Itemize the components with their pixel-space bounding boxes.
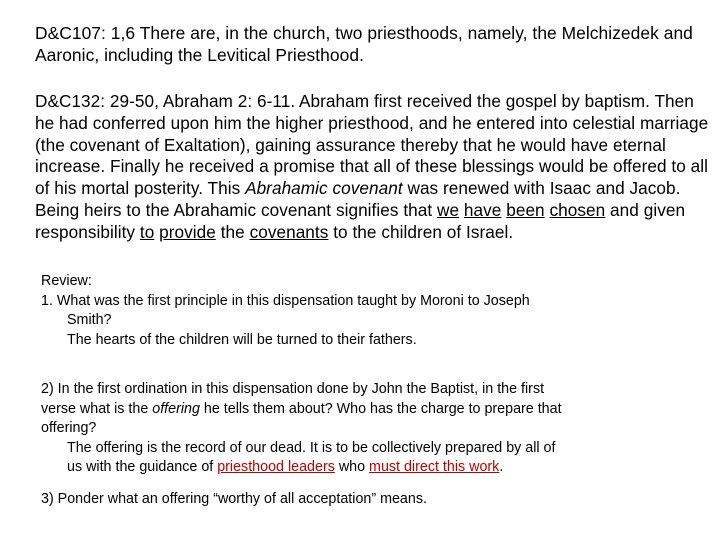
abrahamic-covenant-term: Abrahamic covenant — [245, 178, 403, 199]
underlined-word: covenants — [249, 221, 329, 242]
text-span: he tells them about? Who has the charge to prepare that — [199, 400, 562, 417]
question-2-line-3: offering? — [41, 420, 97, 436]
question-2-block — [41, 380, 706, 478]
text-span: to the children of Israel. — [328, 221, 514, 242]
underlined-word: to — [139, 221, 155, 242]
red-emphasis-direct-work: must direct this work — [369, 459, 500, 475]
question-1-line-1: 1. What was the first principle in this dispensation taught by Moroni to Joseph — [41, 292, 530, 309]
question-2-line-2 — [41, 400, 706, 420]
underlined-word: chosen — [549, 199, 606, 220]
text-span: and given responsibility — [35, 199, 686, 242]
question-3: 3) Ponder what an offering “worthy of all acceptation” means. — [41, 491, 427, 507]
text-span: the — [215, 221, 250, 242]
question-2-line-1: 2) In the first ordination in this dispensation done by John the Baptist, in the first — [41, 381, 545, 397]
text-span: verse what is the — [41, 400, 153, 417]
text-span: D&C132: 29-50, Abraham 2: 6-11. Abraham first received the gospel by baptism. Then he had conferred upon him the higher priesthood, and he entered into celestial marriage (the covenant of Exaltation), gaining assurance thereby that he would have eternal increase. Finally he received a promise that all of these blessings would be offered to all of his mortal posterity. This — [35, 91, 709, 199]
offering-term: offering — [152, 400, 200, 417]
answer-1: The hearts of the children will be turned to their fathers. — [67, 331, 417, 348]
review-section — [41, 272, 701, 350]
underlined-word: have — [463, 199, 502, 220]
underlined-word: we — [437, 199, 460, 220]
text-span: was renewed with Isaac and Jacob. Being heirs to the Abrahamic covenant signifies that — [35, 178, 681, 220]
abrahamic-covenant-paragraph — [35, 91, 710, 244]
answer-2-line-1: The offering is the record of our dead. It is to be collectively prepared by all of — [67, 439, 556, 456]
red-emphasis-priesthood-leaders: priesthood leaders — [217, 459, 335, 475]
underlined-word: provide — [159, 221, 216, 242]
text-span: who — [334, 459, 370, 475]
question-1-line-2: Smith? — [67, 312, 112, 328]
review-heading: Review: — [41, 273, 92, 289]
priesthood-paragraph: D&C107: 1,6 There are, in the church, two priesthoods, namely, the Melchizedek and Aaronic, including the Levitical Priesthood. — [35, 23, 693, 65]
underlined-word: been — [506, 199, 545, 220]
text-span: . — [499, 459, 504, 475]
answer-2-line-2 — [41, 458, 706, 478]
text-span: us with the guidance of — [67, 459, 218, 475]
